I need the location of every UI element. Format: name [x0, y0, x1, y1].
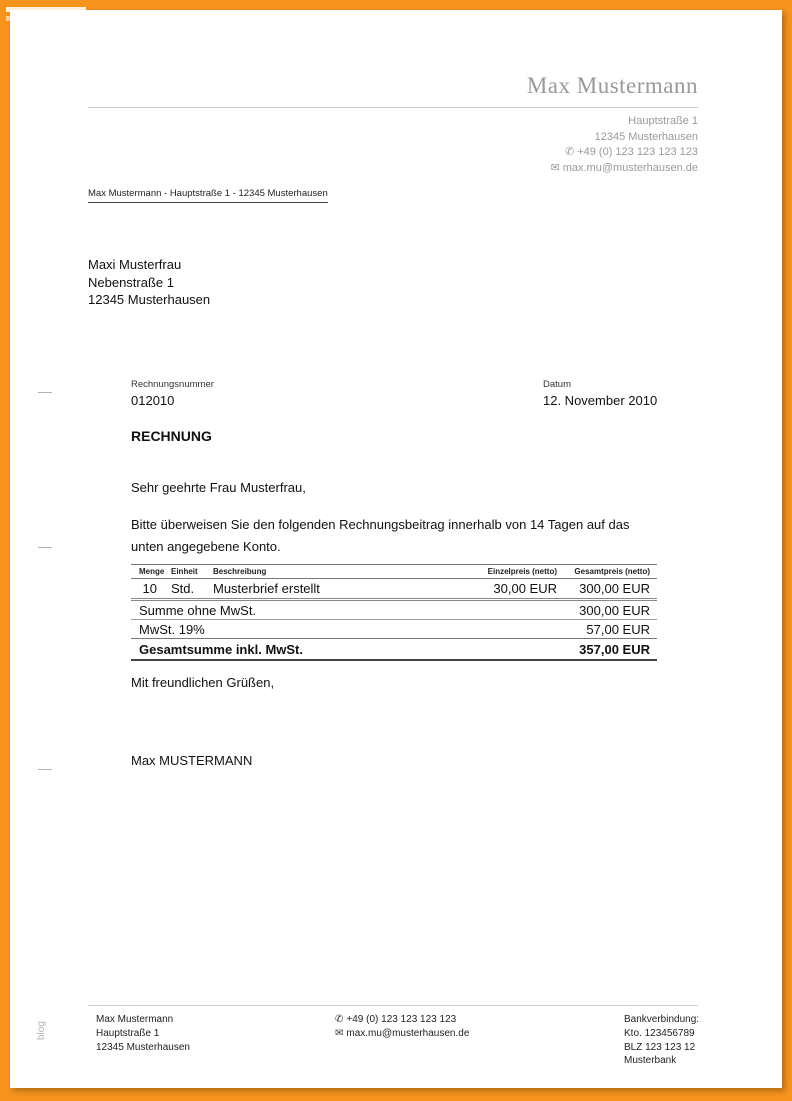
sender-city: 12345 Musterhausen: [594, 130, 698, 143]
cell-beschreibung: Musterbrief erstellt: [213, 581, 320, 596]
body-paragraph: Bitte überweisen Sie den folgenden Rechnungsbeitrag innerhalb von 14 Tagen auf das unten angegebene Konto.: [131, 517, 630, 554]
invoice-number-value: 012010: [131, 393, 175, 408]
sender-name-heading: Max Mustermann: [526, 73, 698, 98]
phone-icon: ✆: [564, 146, 575, 158]
fold-mark: [38, 769, 52, 770]
table-row: [131, 579, 657, 599]
bank-code: BLZ 123 123 12: [624, 1041, 696, 1053]
recipient-city: 12345 Musterhausen: [88, 292, 211, 307]
invoice-date-block: [543, 379, 657, 408]
sender-street: Hauptstraße 1: [628, 115, 698, 127]
email-icon: ✉: [335, 1027, 344, 1039]
cell-gesamtpreis: 300,00 EUR: [579, 581, 650, 596]
col-header-menge: Menge: [139, 567, 165, 576]
recipient-address-block: [88, 256, 210, 309]
return-address-line: Max Mustermann - Hauptstraße 1 - 12345 Musterhausen: [88, 188, 328, 203]
bank-label: Bankverbindung:: [624, 1014, 700, 1025]
table-header-row: [131, 565, 657, 579]
closing-line: Mit freundlichen Grüßen,: [131, 675, 275, 690]
invoice-number-block: [131, 379, 214, 408]
header-divider: [88, 107, 698, 108]
salutation: Sehr geehrte Frau Musterfrau,: [131, 480, 306, 495]
sender-contact-block: [550, 114, 698, 176]
col-header-einheit: Einheit: [171, 567, 198, 576]
total-value: 357,00 EUR: [579, 641, 650, 657]
footer-city: 12345 Musterhausen: [96, 1041, 190, 1053]
recipient-street: Nebenstraße 1: [88, 274, 174, 290]
fold-mark: [38, 547, 52, 548]
cell-einzelpreis: 30,00 EUR: [493, 581, 557, 596]
bank-account: Kto. 123456789: [624, 1027, 695, 1039]
email-icon: ✉: [550, 161, 560, 174]
letter-page: [10, 10, 782, 1088]
footer-phone: +49 (0) 123 123 123 123: [346, 1014, 457, 1025]
sender-phone-line: [550, 145, 698, 161]
subtotal-value: 300,00 EUR: [579, 602, 650, 618]
subject-line: RECHNUNG: [131, 428, 212, 444]
footer-bank-block: [624, 1013, 699, 1068]
footer-street: Hauptstraße 1: [96, 1027, 160, 1039]
sender-phone: +49 (0) 123 123 123 123: [577, 146, 698, 158]
vat-label: MwSt. 19%: [139, 621, 205, 637]
col-header-einzelpreis: Einzelpreis (netto): [487, 567, 557, 576]
col-header-beschreibung: Beschreibung: [213, 567, 267, 576]
footer-address-block: [96, 1013, 190, 1054]
bank-name: Musterbank: [624, 1055, 677, 1067]
sender-email-line: [550, 161, 698, 177]
footer-phone-line: [335, 1013, 469, 1027]
corner-mark: [6, 16, 64, 21]
footer-email: max.mu@musterhausen.de: [346, 1027, 470, 1039]
date-value: 12. November 2010: [543, 393, 658, 408]
signature-name: Max MUSTERMANN: [131, 753, 253, 768]
phone-icon: ✆: [335, 1014, 344, 1025]
recipient-name: Maxi Musterfrau: [88, 257, 182, 272]
fold-mark: [38, 392, 52, 393]
sender-email: max.mu@musterhausen.de: [562, 161, 698, 174]
corner-mark: [6, 7, 86, 12]
total-row: [131, 639, 657, 661]
vat-row: [131, 620, 657, 639]
footer-name: Max Mustermann: [96, 1014, 174, 1025]
footer-divider: [88, 1005, 698, 1006]
cell-menge: 10: [142, 581, 157, 596]
footer-contact-block: [335, 1013, 469, 1041]
total-label: Gesamtsumme inkl. MwSt.: [139, 641, 303, 657]
footer-email-line: [335, 1027, 469, 1041]
cell-einheit: Std.: [171, 581, 195, 596]
vat-value: 57,00 EUR: [586, 621, 650, 637]
watermark: blog: [36, 1021, 47, 1040]
subtotal-row: [131, 601, 657, 620]
col-header-gesamtpreis: Gesamtpreis (netto): [574, 567, 650, 576]
date-label: Datum: [543, 379, 571, 390]
invoice-number-label: Rechnungsnummer: [131, 379, 214, 390]
invoice-table: [131, 564, 657, 661]
subtotal-label: Summe ohne MwSt.: [139, 602, 257, 618]
